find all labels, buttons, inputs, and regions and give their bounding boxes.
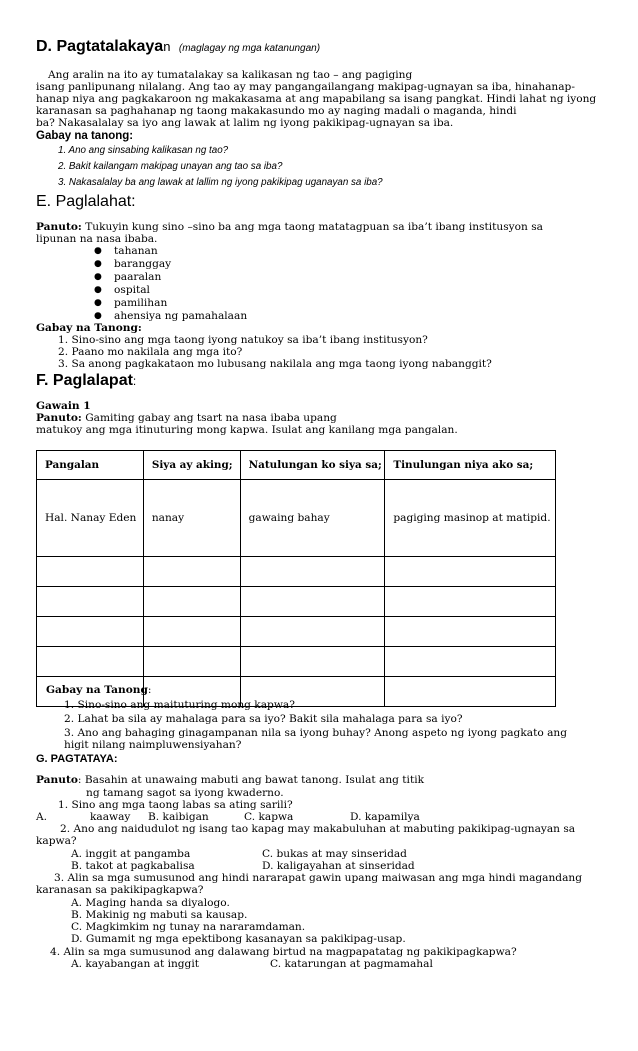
quiz-option: kaaway (90, 811, 131, 823)
quiz-option: A. kayabangan at inggit (71, 958, 199, 970)
table-cell (385, 677, 556, 707)
quiz-question-3: 3. Alin sa mga sumusunod ang hindi nararapat gawin upang maiwasan ang mga hindi magandang (54, 872, 583, 884)
quiz-option: D. kapamilya (350, 811, 420, 823)
section-d-title-tail: n (163, 39, 171, 54)
institution-item: tahanan (114, 245, 158, 257)
quiz-option: C. Magkimkim ng tunay na nararamdaman. (71, 921, 306, 933)
table-row (37, 557, 556, 587)
gawain-label: Gawain 1 (36, 400, 91, 412)
section-e-question: 2. Paano mo nakilala ang mga ito? (58, 346, 243, 358)
table-cell (385, 587, 556, 617)
table-cell: nanay (143, 480, 240, 557)
section-d-question: 2. Bakit kailangam makipag unayan ang tao sa iba? (58, 161, 283, 172)
quiz-option: A. Maging handa sa diyalogo. (71, 897, 230, 909)
quiz-question-2-cont: kapwa? (36, 835, 77, 847)
quiz-option: A. inggit at pangamba (71, 848, 191, 860)
table-cell: pagiging masinop at matipid. (385, 480, 556, 557)
table-cell (143, 587, 240, 617)
section-f-gabay (46, 684, 151, 696)
section-d-subtitle: (maglagay ng mga katanungan) (178, 43, 321, 54)
quiz-option: D. Gumamit ng mga epektibong kasanayan sa pakikipag-usap. (71, 933, 406, 945)
table-header-row (37, 451, 556, 480)
table-row (37, 647, 556, 677)
section-f-title-text: F. Paglalapat (36, 372, 133, 389)
section-d-paragraph-line: hanap niya ang pagkakaroon ng makakasama at ang mapabilang sa isang pangkat. Hindi lahat ng iyong (36, 93, 597, 105)
panuto-label: Panuto (36, 774, 78, 786)
section-f-question: 1. Sino-sino ang maituturing mong kapwa? (64, 699, 295, 711)
section-d-paragraph-line: karanasan sa paghahanap ng taong makakasundo mo ay naging madali o maganda, hindi (36, 105, 517, 117)
bullet-icon: ● (94, 259, 102, 269)
quiz-option: B. kaibigan (148, 811, 209, 823)
table-cell (240, 647, 385, 677)
bullet-icon: ● (94, 246, 102, 256)
section-e-question: 1. Sino-sino ang mga taong iyong natukoy sa iba’t ibang institusyon? (58, 334, 428, 346)
quiz-question-1: 1. Sino ang mga taong labas sa ating sarili? (58, 799, 293, 811)
section-g-panuto (36, 774, 424, 786)
section-f-question-cont: higit nilang naimpluwensiyahan? (64, 739, 242, 751)
kapwa-chart-table (36, 450, 556, 707)
table-cell (37, 557, 144, 587)
table-row (37, 587, 556, 617)
bullet-icon: ● (94, 272, 102, 282)
table-cell: gawaing bahay (240, 480, 385, 557)
section-d-title (36, 38, 320, 58)
table-cell: Hal. Nanay Eden (37, 480, 144, 557)
section-f-panuto (36, 412, 337, 424)
section-f-panuto-cont: matukoy ang mga itinuturing mong kapwa. Isulat ang kanilang mga pangalan. (36, 424, 458, 436)
section-e-gabay-label: Gabay na Tanong: (36, 322, 142, 334)
institution-item: paaralan (114, 271, 162, 283)
section-e-panuto (36, 221, 543, 233)
quiz-option: B. Makinig ng mabuti sa kausap. (71, 909, 248, 921)
institution-item: baranggay (114, 258, 172, 270)
table-cell (240, 557, 385, 587)
section-f-title (36, 372, 136, 390)
bullet-icon: ● (94, 311, 102, 321)
section-d-paragraph-line: isang panlipunang nilalang. Ang tao ay may pangangailangang makipag-ugnayan sa iba, hinahanap- (36, 81, 575, 93)
table-header-cell: Siya ay aking; (143, 451, 240, 480)
institution-item: ospital (114, 284, 150, 296)
section-d-question: 1. Ano ang sinsabing kalikasan ng tao? (58, 145, 229, 156)
panuto-text: : Basahin at unawaing mabuti ang bawat tanong. Isulat ang titik (77, 774, 425, 786)
panuto-text: Gamiting gabay ang tsart na nasa ibaba upang (81, 412, 337, 424)
quiz-option: A. (36, 811, 48, 823)
bullet-icon: ● (94, 298, 102, 308)
section-d-title-text: D. Pagtatalakaya (36, 38, 164, 55)
institution-item: ahensiya ng pamahalaan (114, 310, 248, 322)
institution-item: pamilihan (114, 297, 168, 309)
table-cell (385, 647, 556, 677)
section-e-title: E. Paglalahat: (36, 193, 136, 210)
table-header-cell: Natulungan ko siya sa; (240, 451, 385, 480)
quiz-option: C. bukas at may sinseridad (262, 848, 407, 860)
table-cell (143, 557, 240, 587)
table-cell (37, 587, 144, 617)
section-e-question: 3. Sa anong pagkakataon mo lubusang nakilala ang mga taong iyong nabanggit? (58, 358, 492, 370)
table-header-cell: Pangalan (37, 451, 144, 480)
table-cell (240, 587, 385, 617)
section-d-paragraph-line: ba? Nakasalalay sa iyo ang lawak at lalim ng iyong pakikipag-ugnayan sa iba. (36, 117, 454, 129)
section-g-title: G. PAGTATAYA: (36, 753, 118, 765)
quiz-option: B. takot at pagkabalisa (71, 860, 195, 872)
quiz-option: D. kaligayahan at sinseridad (262, 860, 415, 872)
panuto-label: Panuto: (36, 412, 82, 424)
panuto-text: Tukuyin kung sino –sino ba ang mga taong matatagpuan sa iba’t ibang institusyon sa (81, 221, 543, 233)
section-e-panuto-cont: lipunan na nasa ibaba. (36, 233, 158, 245)
table-cell (143, 647, 240, 677)
section-f-title-tail: : (132, 374, 137, 388)
quiz-option: C. katarungan at pagmamahal (270, 958, 433, 970)
table-cell (240, 617, 385, 647)
section-g-panuto-cont: ng tamang sagot sa iyong kwaderno. (86, 787, 284, 799)
table-cell (385, 617, 556, 647)
section-d-gabay-label: Gabay na tanong: (36, 130, 134, 142)
bullet-icon: ● (94, 285, 102, 295)
panuto-label: Panuto: (36, 221, 82, 233)
table-cell (143, 617, 240, 647)
section-f-question: 2. Lahat ba sila ay mahalaga para sa iyo? Bakit sila mahalaga para sa iyo? (64, 713, 463, 725)
section-f-question: 3. Ano ang bahaging ginagampanan nila sa iyong buhay? Anong aspeto ng iyong pagkato ang (64, 727, 567, 739)
section-d-paragraph-line: Ang aralin na ito ay tumatalakay sa kalikasan ng tao – ang pagiging (48, 69, 413, 81)
table-cell (37, 647, 144, 677)
table-cell (37, 617, 144, 647)
table-header-cell: Tinulungan niya ako sa; (385, 451, 556, 480)
table-row (37, 480, 556, 557)
quiz-question-4: 4. Alin sa mga sumusunod ang dalawang birtud na magpapatatag ng pakikipagkapwa? (50, 946, 517, 958)
quiz-option: C. kapwa (244, 811, 294, 823)
table-cell (385, 557, 556, 587)
gabay-tail: : (147, 684, 152, 696)
table-row (37, 617, 556, 647)
quiz-question-2: 2. Ano ang naidudulot ng isang tao kapag may makabuluhan at mabuting pakikipag-ugnayan sa (60, 823, 576, 835)
section-d-question: 3. Nakasalalay ba ang lawak at lallim ng iyong pakikipag uganayan sa iba? (58, 177, 383, 188)
gabay-label: Gabay na Tanong (46, 684, 148, 696)
quiz-question-3-cont: karanasan sa pakikipagkapwa? (36, 884, 204, 896)
